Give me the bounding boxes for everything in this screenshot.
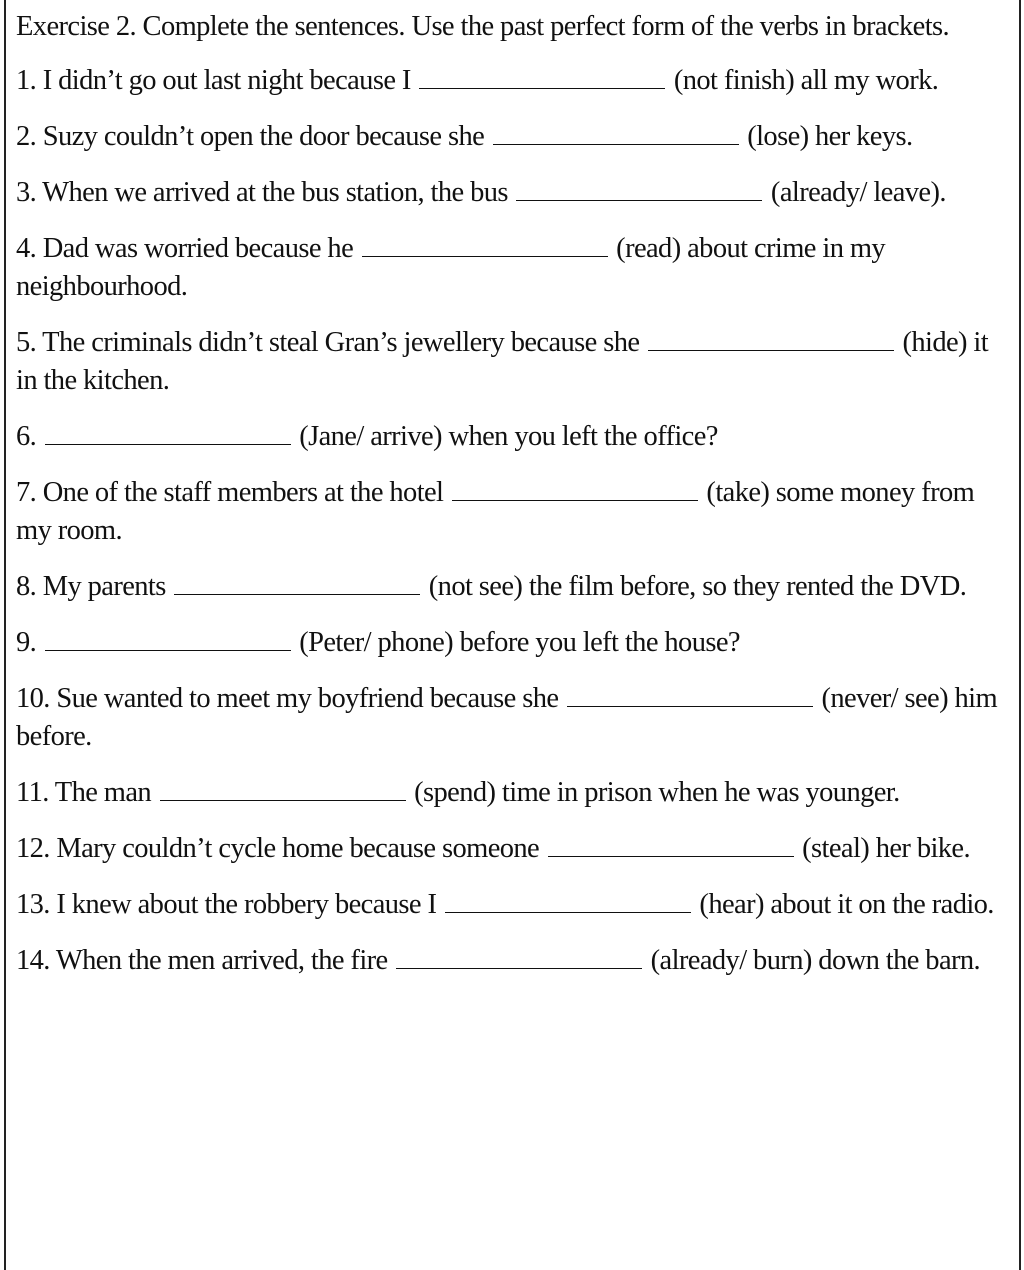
item-text-before: 12. Mary couldn’t cycle home because someone: [16, 833, 546, 864]
exercise-item-1: [16, 62, 1011, 100]
answer-blank[interactable]: [174, 574, 420, 595]
exercise-item-2: [16, 118, 1011, 156]
exercise-item-5: [16, 324, 1011, 400]
answer-blank[interactable]: [548, 836, 794, 857]
exercise-item-8: [16, 568, 1011, 606]
item-text-after: (not see) the film before, so they rented the DVD.: [422, 571, 967, 602]
item-text-before: 8. My parents: [16, 571, 173, 602]
exercise-item-13: [16, 886, 1011, 924]
exercise-item-7: [16, 474, 1011, 550]
item-text-after: (read) about crime in my neighbourhood.: [16, 233, 886, 302]
item-text-after: (steal) her bike.: [795, 833, 971, 864]
item-text-after: (hear) about it on the radio.: [692, 889, 994, 920]
exercise-content: [16, 8, 1011, 998]
item-text-after: (Peter/ phone) before you left the house?: [292, 627, 740, 658]
item-text-before: 2. Suzy couldn’t open the door because she: [16, 121, 491, 152]
item-text-after: (already/ leave).: [764, 177, 946, 208]
exercise-item-12: [16, 830, 1011, 868]
item-text-before: 9.: [16, 627, 43, 658]
answer-blank[interactable]: [362, 236, 608, 257]
item-text-after: (not finish) all my work.: [667, 65, 939, 96]
answer-blank[interactable]: [516, 180, 762, 201]
item-text-after: (hide) it in the kitchen.: [16, 327, 989, 396]
answer-blank[interactable]: [45, 424, 291, 445]
item-text-before: 1. I didn’t go out last night because I: [16, 65, 418, 96]
answer-blank[interactable]: [45, 630, 291, 651]
exercise-item-14: [16, 942, 1011, 980]
exercise-title: Exercise 2. Complete the sentences. Use the past perfect form of the verbs in brackets.: [16, 11, 950, 42]
answer-blank[interactable]: [493, 124, 739, 145]
item-text-before: 6.: [16, 421, 43, 452]
answer-blank[interactable]: [445, 892, 691, 913]
item-text-before: 10. Sue wanted to meet my boyfriend because she: [16, 683, 565, 714]
item-text-before: 4. Dad was worried because he: [16, 233, 360, 264]
exercise-item-9: [16, 624, 1011, 662]
answer-blank[interactable]: [396, 948, 642, 969]
item-text-before: 14. When the men arrived, the fire: [16, 945, 395, 976]
worksheet: [4, 0, 1021, 1270]
exercise-item-10: [16, 680, 1011, 756]
item-text-before: 3. When we arrived at the bus station, the bus: [16, 177, 515, 208]
answer-blank[interactable]: [648, 330, 894, 351]
item-text-after: (take) some money from my room.: [16, 477, 975, 546]
item-text-after: (Jane/ arrive) when you left the office?: [292, 421, 718, 452]
exercise-item-3: [16, 174, 1011, 212]
exercise-item-4: [16, 230, 1011, 306]
answer-blank[interactable]: [452, 480, 698, 501]
item-text-before: 11. The man: [16, 777, 158, 808]
item-text-after: (already/ burn) down the barn.: [644, 945, 981, 976]
answer-blank[interactable]: [160, 780, 406, 801]
answer-blank[interactable]: [419, 68, 665, 89]
exercise-item-6: [16, 418, 1011, 456]
item-text-before: 5. The criminals didn’t steal Gran’s jewellery because she: [16, 327, 646, 358]
item-text-before: 7. One of the staff members at the hotel: [16, 477, 450, 508]
answer-blank[interactable]: [567, 686, 813, 707]
item-text-after: (spend) time in prison when he was younger.: [407, 777, 900, 808]
item-text-after: (never/ see) him before.: [16, 683, 998, 752]
exercise-item-11: [16, 774, 1011, 812]
item-text-before: 13. I knew about the robbery because I: [16, 889, 443, 920]
item-text-after: (lose) her keys.: [740, 121, 913, 152]
